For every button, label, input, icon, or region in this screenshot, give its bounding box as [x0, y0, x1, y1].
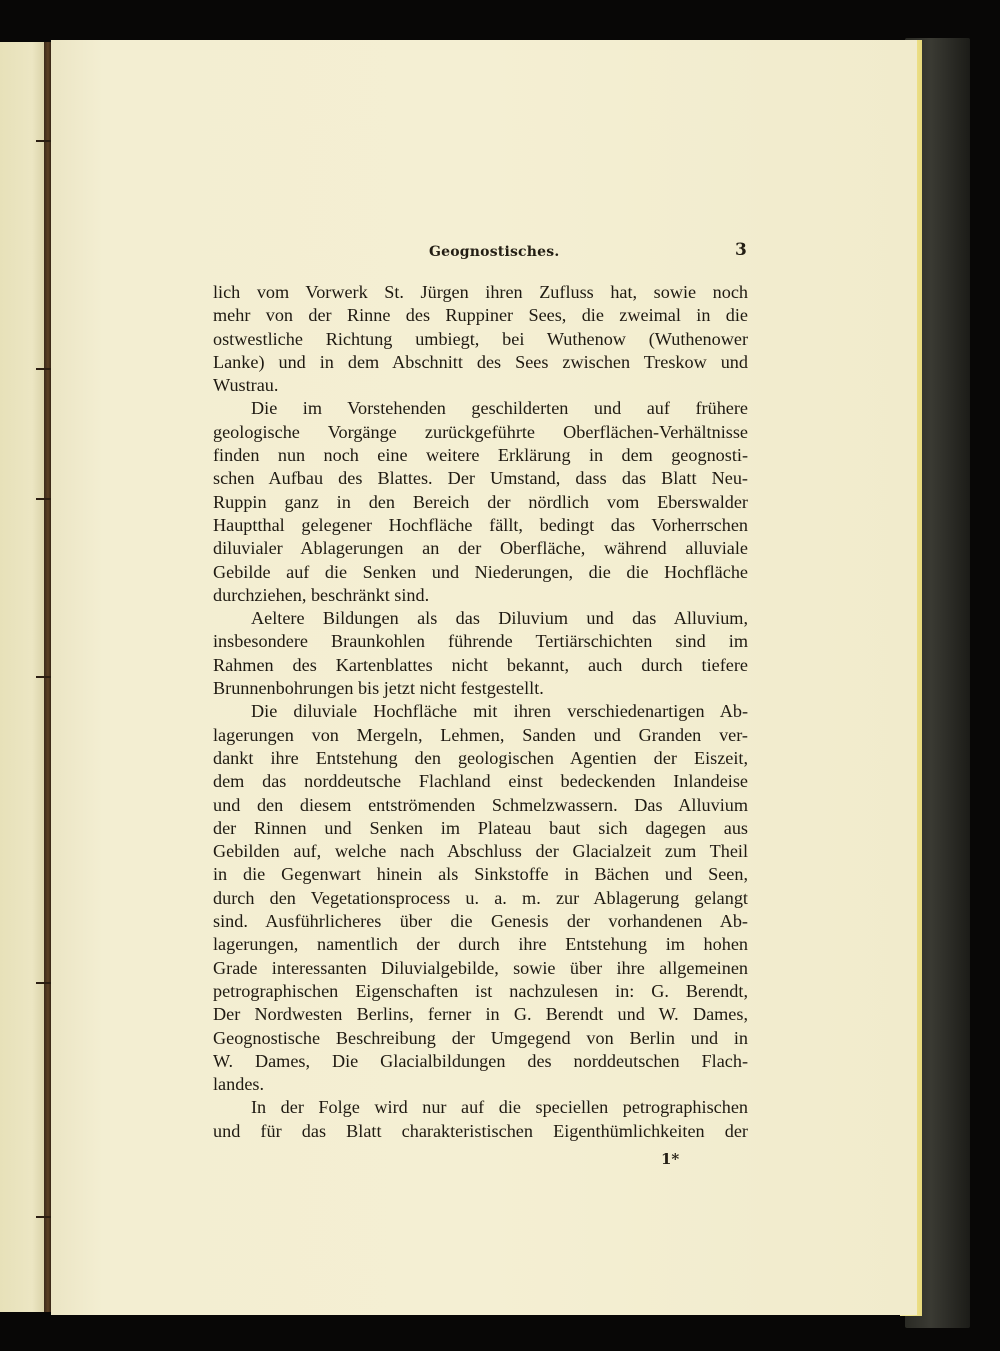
text-line: lagerungen von Mergeln, Lehmen, Sanden und Granden ver-: [213, 724, 748, 745]
text-line: dem das norddeutsche Flachland einst bedeckenden Inlandeise: [213, 771, 748, 792]
text-line: diluvialer Ablagerungen an der Oberfläche, während alluviale: [213, 538, 748, 559]
body-text: [213, 281, 748, 1143]
text-line: Rahmen des Kartenblattes nicht bekannt, auch durch tiefere: [213, 654, 748, 675]
page-number: 3: [735, 240, 747, 260]
text-line: insbesondere Braunkohlen führende Tertiärschichten sind im: [213, 631, 748, 652]
paragraph-first-line: In der Folge wird nur auf die speciellen petrographischen: [251, 1097, 748, 1118]
book-page: [51, 40, 917, 1315]
text-line: petrographischen Eigenschaften ist nachzulesen in: G. Berendt,: [213, 980, 748, 1001]
text-line: und den diesem entströmenden Schmelzwassern. Das Alluvium: [213, 794, 748, 815]
paragraph-first-line: Die diluviale Hochfläche mit ihren verschiedenartigen Ab-: [251, 701, 748, 722]
text-line: geologische Vorgänge zurückgeführte Oberflächen-Verhältnisse: [213, 421, 748, 442]
text-line: sind. Ausführlicheres über die Genesis der vorhandenen Ab-: [213, 911, 748, 932]
text-line: schen Aufbau des Blattes. Der Umstand, dass das Blatt Neu-: [213, 468, 748, 489]
text-line: Grade interessanten Diluvialgebilde, sowie über ihre allgemeinen: [213, 957, 748, 978]
text-line: finden nun noch eine weitere Erklärung in dem geognosti-: [213, 445, 748, 466]
text-line: lich vom Vorwerk St. Jürgen ihren Zufluss hat, sowie noch: [213, 282, 748, 302]
text-line: Brunnenbohrungen bis jetzt nicht festgestellt.: [213, 678, 544, 699]
text-line: Wustrau.: [213, 375, 279, 396]
text-line: mehr von der Rinne des Ruppiner Sees, die zweimal in die: [213, 305, 748, 326]
text-line: W. Dames, Die Glacialbildungen des norddeutschen Flach-: [213, 1050, 748, 1071]
text-line: durch den Vegetationsprocess u. a. m. zur Ablagerung gelangt: [213, 887, 748, 908]
text-line: dankt ihre Entstehung den geologischen Agentien der Eiszeit,: [213, 747, 748, 768]
text-line: Lanke) und in dem Abschnitt des Sees zwischen Treskow und: [213, 351, 748, 372]
text-line: der Rinnen und Senken im Plateau baut sich dagegen aus: [213, 817, 748, 838]
text-line: Hauptthal gelegener Hochfläche fällt, bedingt das Vorherrschen: [213, 514, 748, 535]
running-title: Geognostisches.: [429, 244, 560, 260]
text-line: Geognostische Beschreibung der Umgegend von Berlin und in: [213, 1027, 748, 1048]
text-line: ostwestliche Richtung umbiegt, bei Wuthenow (Wuthenower: [213, 328, 748, 349]
signature-mark: 1*: [661, 1150, 680, 1168]
text-line: in die Gegenwart hinein als Sinkstoffe in Bächen und Seen,: [213, 864, 748, 885]
text-line: lagerungen, namentlich der durch ihre Entstehung im hohen: [213, 934, 748, 955]
text-line: Gebilde auf die Senken und Niederungen, die die Hochfläche: [213, 561, 748, 582]
text-line: landes.: [213, 1074, 265, 1095]
text-line: Gebilden auf, welche nach Abschluss der Glacialzeit zum Theil: [213, 841, 748, 862]
text-line: durchziehen, beschränkt sind.: [213, 584, 430, 605]
text-line: Der Nordwesten Berlins, ferner in G. Berendt und W. Dames,: [213, 1004, 748, 1025]
paragraph-first-line: Aeltere Bildungen als das Diluvium und das Alluvium,: [251, 608, 748, 629]
text-line: Ruppin ganz in den Bereich der nördlich vom Eberswalder: [213, 491, 748, 512]
running-head: [51, 240, 917, 266]
paragraph-first-line: Die im Vorstehenden geschilderten und auf frühere: [251, 398, 748, 419]
text-line: und für das Blatt charakteristischen Eigenthümlichkeiten der: [213, 1120, 748, 1141]
